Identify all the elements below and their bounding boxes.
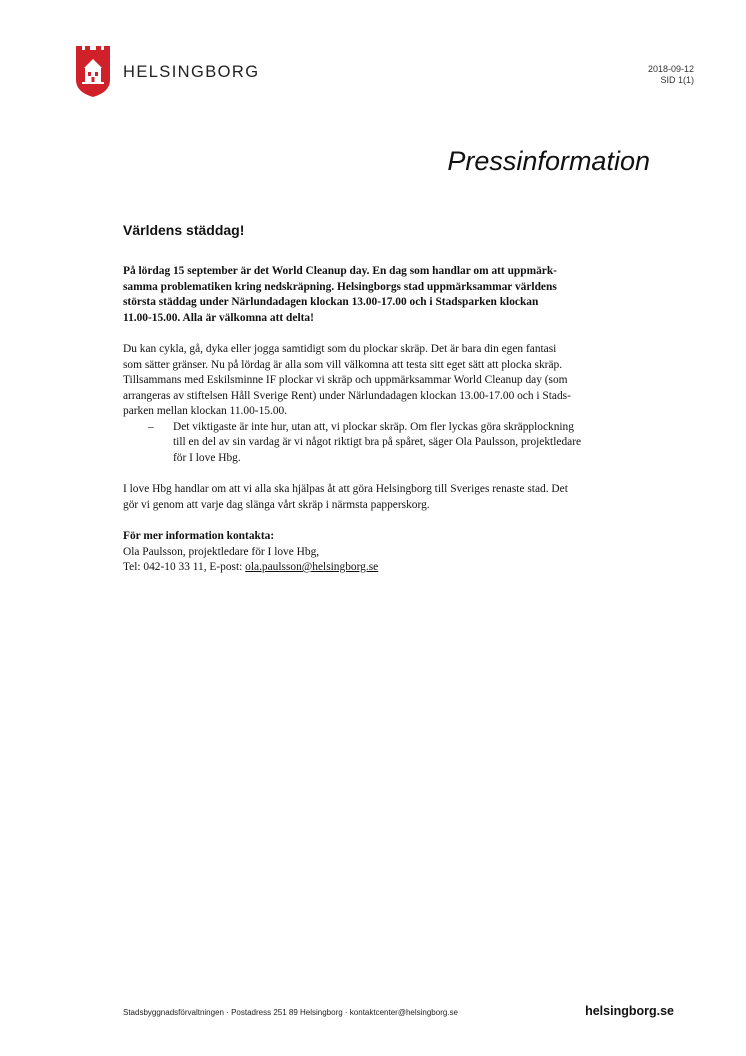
text-line: I love Hbg handlar om att vi alla ska hjälpas åt att göra Helsingborg till Sveriges renaste stad. Det bbox=[123, 483, 568, 495]
page-number: SID 1(1) bbox=[660, 75, 694, 85]
text-line: som sätter gränser. Nu på lördag är alla som vill välkomna att testa sitt eget sätt att plocka skräp. bbox=[123, 358, 563, 371]
body-paragraph bbox=[123, 342, 633, 420]
document-body bbox=[123, 264, 633, 576]
document-meta bbox=[648, 64, 694, 86]
body-paragraph bbox=[123, 482, 633, 513]
quote-paragraph bbox=[123, 420, 633, 467]
text-line: Du kan cykla, gå, dyka eller jogga samtidigt som du plockar skräp. Det är bara din egen fantasi bbox=[123, 343, 557, 355]
text-line: På lördag 15 september är det World Cleanup day. En dag som handlar om att uppmärk- bbox=[123, 265, 557, 277]
footer-address: Stadsbyggnadsförvaltningen · Postadress 251 89 Helsingborg · kontaktcenter@helsingborg.se bbox=[123, 1008, 458, 1017]
contact-name: Ola Paulsson, projektledare för I love Hbg, bbox=[123, 545, 320, 558]
text-line: 11.00-15.00. Alla är välkomna att delta! bbox=[123, 311, 314, 324]
quote-dash: – bbox=[148, 420, 154, 433]
contact-title: För mer information kontakta: bbox=[123, 530, 275, 542]
headline: Världens städdag! bbox=[123, 222, 245, 238]
brand-name: HELSINGBORG bbox=[123, 63, 260, 81]
contact-email-link[interactable]: ola.paulsson@helsingborg.se bbox=[245, 561, 379, 573]
text-line: största städdag under Närlundadagen klockan 13.00-17.00 och i Stadsparken klockan bbox=[123, 296, 539, 308]
contact-block bbox=[123, 529, 633, 576]
text-line: parken mellan klockan 11.00-15.00. bbox=[123, 405, 288, 417]
document-type-title: Pressinformation bbox=[447, 146, 650, 176]
text-line: samma problematiken kring nedskräpning. Helsingborgs stad uppmärksammar världens bbox=[123, 280, 557, 293]
helsingborg-crest-icon bbox=[75, 44, 111, 98]
text-line: till en del av sin vardag är vi något riktigt bra på spåret, säger Ola Paulsson, projektledare bbox=[173, 436, 582, 448]
text-line: gör vi genom att varje dag slänga vårt skräp i närmsta papperskorg. bbox=[123, 498, 430, 511]
text-line: Tillsammans med Eskilsminne IF plockar vi skräp och uppmärksammar World Cleanup day (som bbox=[123, 374, 568, 386]
text-line: Det viktigaste är inte hur, utan att, vi plockar skräp. Om fler lyckas göra skräpplockning bbox=[173, 420, 574, 433]
footer-website[interactable]: helsingborg.se bbox=[585, 1004, 674, 1018]
contact-tel: Tel: 042-10 33 11, E-post: bbox=[123, 561, 246, 573]
text-line: arrangeras av stiftelsen Håll Sverige Rent) under Närlundadagen klockan 13.00-17.00 och i Stads- bbox=[123, 389, 571, 402]
document-date: 2018-09-12 bbox=[647, 64, 694, 74]
lead-paragraph bbox=[123, 264, 633, 326]
contact-details bbox=[123, 560, 633, 576]
text-line: för I love Hbg. bbox=[173, 451, 241, 464]
